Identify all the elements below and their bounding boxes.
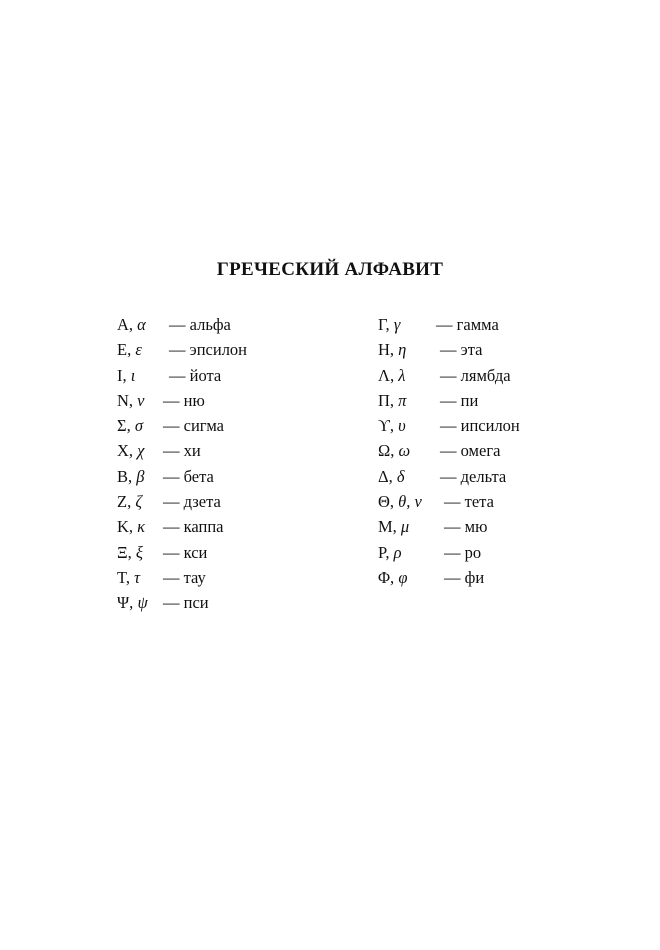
uppercase-letter: Φ, <box>378 567 395 587</box>
uppercase-letter: Ψ, <box>117 593 134 613</box>
uppercase-letter: H, <box>378 340 395 360</box>
uppercase-letter: T, <box>117 567 130 587</box>
letter-symbols <box>378 337 406 362</box>
letter-symbols <box>117 388 145 413</box>
letter-name: ро <box>464 542 482 562</box>
letter-name: дзета <box>183 492 221 512</box>
dash: — <box>169 340 186 360</box>
letter-name: йота <box>189 365 222 385</box>
letter-name: ню <box>183 390 205 410</box>
letter-row <box>378 363 608 388</box>
uppercase-letter: Λ, <box>378 365 395 385</box>
letter-name-group <box>163 438 201 463</box>
letter-symbols <box>378 438 410 463</box>
letter-row <box>378 489 608 514</box>
uppercase-letter: Δ, <box>378 466 393 486</box>
letter-symbols <box>117 312 146 337</box>
uppercase-letter: Z, <box>117 492 132 512</box>
letter-name-group <box>163 388 205 413</box>
letter-symbols <box>378 565 407 590</box>
letter-name: фи <box>464 567 485 587</box>
letter-row <box>117 514 347 539</box>
letter-name-group <box>163 565 206 590</box>
dash: — <box>444 517 461 537</box>
letter-name: хи <box>183 441 201 461</box>
uppercase-letter: A, <box>117 315 134 334</box>
letter-symbols <box>117 363 135 388</box>
letter-symbols <box>378 388 406 413</box>
uppercase-letter: ϒ, <box>378 416 395 436</box>
uppercase-letter: X, <box>117 441 134 461</box>
dash: — <box>163 416 180 436</box>
lowercase-letter: ψ <box>137 593 148 613</box>
letter-symbols <box>378 363 405 388</box>
letter-symbols <box>117 413 143 438</box>
lowercase-letter: χ <box>137 441 145 461</box>
dash: — <box>444 492 461 512</box>
letter-row <box>378 464 608 489</box>
dash: — <box>163 466 180 486</box>
letter-row <box>378 565 608 590</box>
letter-row <box>378 438 608 463</box>
letter-name: альфа <box>189 315 231 334</box>
right-letter-column <box>378 312 608 590</box>
letter-name-group <box>444 540 481 565</box>
letter-row <box>117 413 347 438</box>
letter-name: лямбда <box>460 365 511 385</box>
uppercase-letter: Π, <box>378 390 395 410</box>
uppercase-letter: Γ, <box>378 315 390 334</box>
letter-row <box>378 312 608 337</box>
letter-name: мю <box>464 517 488 537</box>
letter-row <box>378 388 608 413</box>
dash: — <box>169 365 186 385</box>
dash: — <box>440 466 457 486</box>
dash: — <box>163 567 180 587</box>
letter-name: пи <box>460 390 479 410</box>
dash: — <box>163 517 180 537</box>
uppercase-letter: K, <box>117 517 134 537</box>
uppercase-letter: E, <box>117 340 132 360</box>
letter-name-group <box>444 565 484 590</box>
letter-name: дельта <box>460 466 507 486</box>
lowercase-letter: θ, ν <box>398 492 422 512</box>
lowercase-letter: σ <box>134 416 143 436</box>
uppercase-letter: Ξ, <box>117 542 132 562</box>
letter-name-group <box>163 540 207 565</box>
letter-name-group <box>440 413 520 438</box>
uppercase-letter: Ω, <box>378 441 395 461</box>
dash: — <box>440 365 457 385</box>
letter-symbols <box>117 464 144 489</box>
uppercase-letter: N, <box>117 390 134 410</box>
letter-name-group <box>440 438 500 463</box>
uppercase-letter: B, <box>117 466 133 486</box>
lowercase-letter: γ <box>393 315 401 334</box>
letter-row <box>378 413 608 438</box>
letter-name: ипсилон <box>460 416 520 436</box>
letter-name-group <box>163 590 209 615</box>
letter-symbols <box>117 565 140 590</box>
letter-symbols <box>378 489 422 514</box>
dash: — <box>440 340 457 360</box>
letter-name: эпсилон <box>189 340 248 360</box>
letter-row <box>117 312 347 337</box>
letter-name-group <box>163 489 221 514</box>
lowercase-letter: ι <box>130 365 136 385</box>
dash: — <box>163 593 180 613</box>
dash: — <box>163 542 180 562</box>
dash: — <box>163 390 180 410</box>
letter-name-group <box>163 413 224 438</box>
letter-symbols <box>378 413 406 438</box>
letter-symbols <box>117 489 142 514</box>
uppercase-letter: I, <box>117 365 127 385</box>
letter-name: тау <box>183 567 206 587</box>
letter-symbols <box>117 337 142 362</box>
lowercase-letter: η <box>398 340 407 360</box>
lowercase-letter: ω <box>398 441 411 461</box>
lowercase-letter: κ <box>137 517 146 537</box>
letter-symbols <box>378 540 402 565</box>
dash: — <box>436 315 453 334</box>
uppercase-letter: Σ, <box>117 416 131 436</box>
letter-row <box>117 464 347 489</box>
left-letter-column <box>117 312 347 616</box>
letter-symbols <box>117 514 145 539</box>
lowercase-letter: υ <box>398 416 406 436</box>
lowercase-letter: π <box>398 390 407 410</box>
dash: — <box>444 542 461 562</box>
lowercase-letter: ν <box>137 390 145 410</box>
letter-name: каппа <box>183 517 224 537</box>
letter-name-group <box>163 514 223 539</box>
letter-name-group <box>169 363 221 388</box>
dash: — <box>440 390 457 410</box>
letter-name-group <box>169 312 231 337</box>
page-title: ГРЕЧЕСКИЙ АЛФАВИТ <box>216 259 444 280</box>
letter-row <box>117 540 347 565</box>
letter-name-group <box>444 489 494 514</box>
letter-name-group <box>163 464 214 489</box>
letter-row <box>117 489 347 514</box>
dash: — <box>163 441 180 461</box>
letter-name: сигма <box>183 416 224 436</box>
lowercase-letter: ξ <box>135 542 143 562</box>
letter-name-group <box>436 312 499 337</box>
lowercase-letter: β <box>136 466 145 486</box>
letter-name: омега <box>460 441 501 461</box>
letter-name: эта <box>460 340 483 360</box>
letter-row <box>378 540 608 565</box>
lowercase-letter: τ <box>134 567 141 587</box>
letter-name-group <box>440 464 506 489</box>
dash: — <box>163 492 180 512</box>
lowercase-letter: μ <box>400 517 410 537</box>
uppercase-letter: M, <box>378 517 397 537</box>
letter-name-group <box>440 337 482 362</box>
letter-symbols <box>117 590 148 615</box>
letter-symbols <box>378 312 400 337</box>
letter-name: пси <box>183 593 209 613</box>
letter-symbols <box>378 464 405 489</box>
uppercase-letter: P, <box>378 542 390 562</box>
lowercase-letter: φ <box>398 567 408 587</box>
dash: — <box>169 315 186 334</box>
letter-row <box>117 565 347 590</box>
letter-symbols <box>117 438 144 463</box>
letter-row <box>117 388 347 413</box>
letter-row <box>117 438 347 463</box>
lowercase-letter: α <box>137 315 146 334</box>
uppercase-letter: Θ, <box>378 492 395 512</box>
letter-name: гамма <box>456 315 499 334</box>
letter-row <box>378 337 608 362</box>
lowercase-letter: δ <box>396 466 405 486</box>
letter-row <box>378 514 608 539</box>
letter-row <box>117 363 347 388</box>
letter-name-group <box>169 337 247 362</box>
dash: — <box>440 416 457 436</box>
letter-name: бета <box>183 466 214 486</box>
dash: — <box>444 567 461 587</box>
letter-name: тета <box>464 492 494 512</box>
letter-name-group <box>444 514 487 539</box>
letter-symbols <box>117 540 143 565</box>
lowercase-letter: ρ <box>393 542 402 562</box>
letter-name-group <box>440 363 511 388</box>
letter-symbols <box>378 514 409 539</box>
letter-row <box>117 590 347 615</box>
lowercase-letter: λ <box>398 365 406 385</box>
letter-name-group <box>440 388 478 413</box>
letter-name: кси <box>183 542 208 562</box>
lowercase-letter: ε <box>135 340 142 360</box>
letter-row <box>117 337 347 362</box>
lowercase-letter: ζ <box>135 492 143 512</box>
dash: — <box>440 441 457 461</box>
